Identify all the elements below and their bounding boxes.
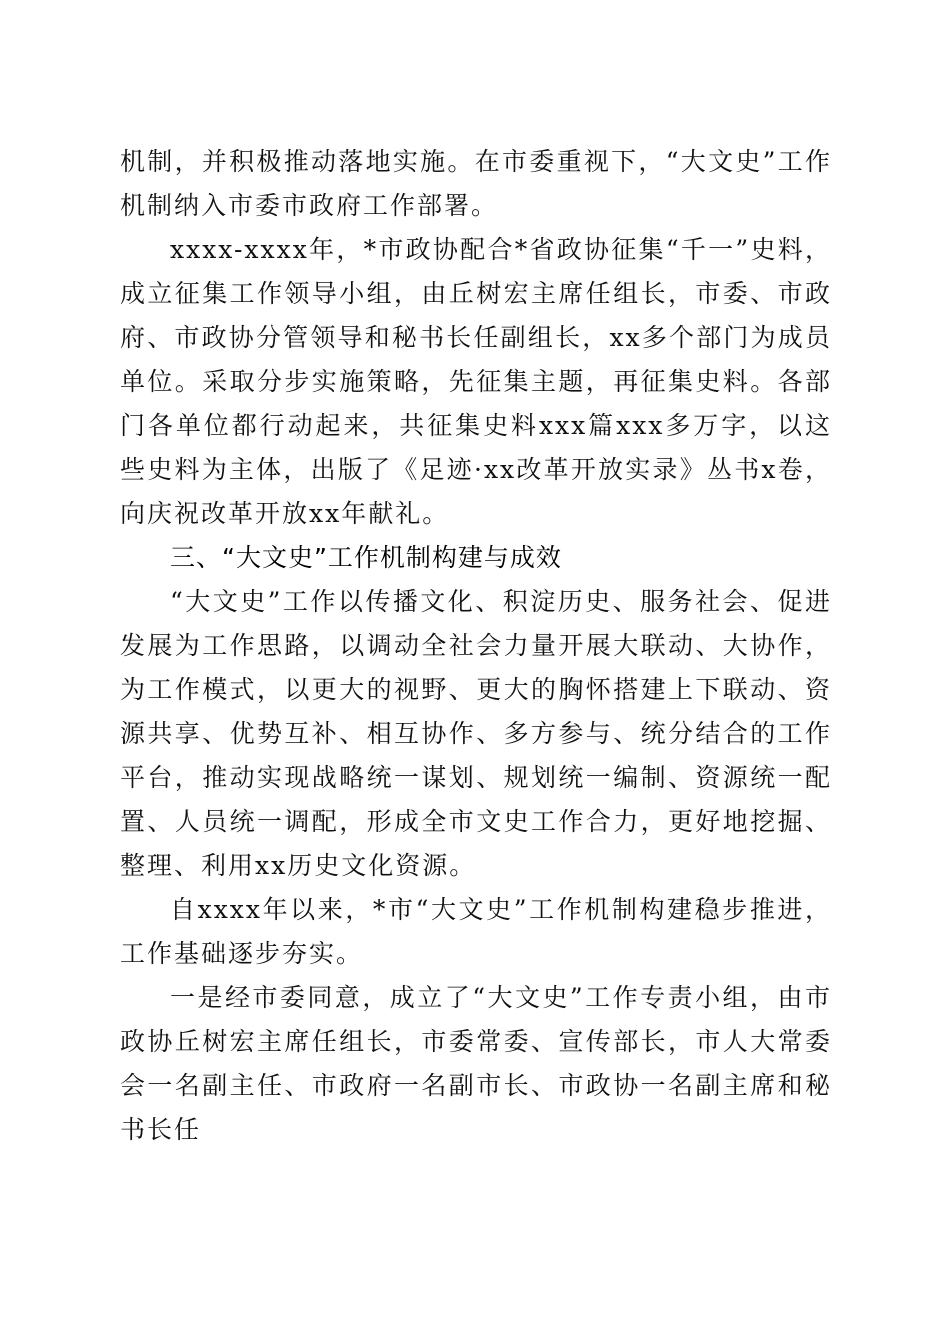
paragraph-item-one: 一是经市委同意，成立了“大文史”工作专责小组，由市政协丘树宏主席任组长，市委常委、宣传部长，市人大常委会一名副主任、市政府一名副市长、市政协一名副主席和秘书长任: [120, 983, 832, 1144]
paragraph-work-mechanism: “大文史”工作以传播文化、积淀历史、服务社会、促进发展为工作思路，以调动全社会力量开展大联动、大协作，为工作模式，以更大的视野、更大的胸怀搭建上下联动、资源共享、优势互补、相互协作、多方参与、统分结合的工作平台，推动实现战略统一谋划、规划统一编制、资源统一配置、人员统一调配，形成全市文史工作合力，更好地挖掘、整理、利用xx历史文化资源。: [120, 587, 832, 880]
paragraph-collection-history: xxxx-xxxx年，*市政协配合*省政协征集“千一”史料，成立征集工作领导小组，由丘树宏主席任组长，市委、市政府、市政协分管领导和秘书长任副组长，xx多个部门为成员单位。采取分步实施策略，先征集主题，再征集史料。各部门各单位都行动起来，共征集史料xxx篇xxx多万字，以这些史料为主体，出版了《足迹·xx改革开放实录》丛书x卷，向庆祝改革开放xx年献礼。: [120, 235, 832, 528]
section-heading-3: 三、“大文史”工作机制构建与成效: [170, 543, 562, 572]
paragraph-continued: 机制，并积极推动落地实施。在市委重视下，“大文史”工作机制纳入市委市政府工作部署。: [120, 147, 832, 220]
document-body: [120, 140, 832, 1152]
paragraph-progress: 自xxxx年以来，*市“大文史”工作机制构建稳步推进，工作基础逐步夯实。: [120, 895, 832, 968]
